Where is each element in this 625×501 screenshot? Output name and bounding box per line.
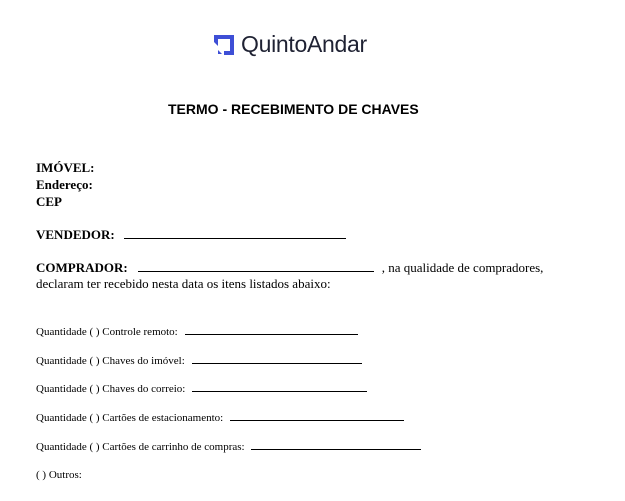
quintoandar-logo bbox=[212, 31, 367, 58]
item-row bbox=[36, 441, 421, 453]
item-label: Quantidade ( ) Chaves do correio: bbox=[36, 383, 186, 395]
item-blank bbox=[185, 333, 358, 335]
item-blank bbox=[251, 448, 421, 450]
item-row bbox=[36, 355, 362, 367]
item-row bbox=[36, 412, 404, 424]
item-row bbox=[36, 383, 367, 395]
item-label: Quantidade ( ) Cartões de estacionamento: bbox=[36, 412, 224, 424]
cep-label: CEP bbox=[36, 194, 62, 209]
logo-text: QuintoAndar bbox=[241, 31, 367, 57]
item-blank bbox=[230, 419, 404, 421]
outros-label: ( ) Outros: bbox=[36, 469, 82, 481]
endereco-label: Endereço: bbox=[36, 177, 93, 192]
declaration-text: declaram ter recebido nesta data os itens listados abaixo: bbox=[36, 276, 331, 291]
quintoandar-logo-icon bbox=[212, 33, 236, 57]
vendedor-label: VENDEDOR: bbox=[36, 227, 115, 242]
item-blank bbox=[192, 362, 362, 364]
item-label: Quantidade ( ) Chaves do imóvel: bbox=[36, 355, 185, 367]
item-blank bbox=[192, 390, 367, 392]
item-label: Quantidade ( ) Cartões de carrinho de compras: bbox=[36, 441, 245, 453]
comprador-label: COMPRADOR: bbox=[36, 260, 128, 275]
vendedor-line bbox=[36, 227, 346, 243]
vendedor-blank bbox=[124, 237, 346, 239]
item-label: Quantidade ( ) Controle remoto: bbox=[36, 326, 178, 338]
comprador-line bbox=[36, 259, 543, 277]
item-row bbox=[36, 326, 358, 338]
imovel-label: IMÓVEL: bbox=[36, 160, 95, 175]
comprador-blank bbox=[138, 270, 374, 272]
document-title: TERMO - RECEBIMENTO DE CHAVES bbox=[168, 101, 419, 117]
comprador-suffix: , na qualidade de compradores, bbox=[381, 260, 544, 275]
